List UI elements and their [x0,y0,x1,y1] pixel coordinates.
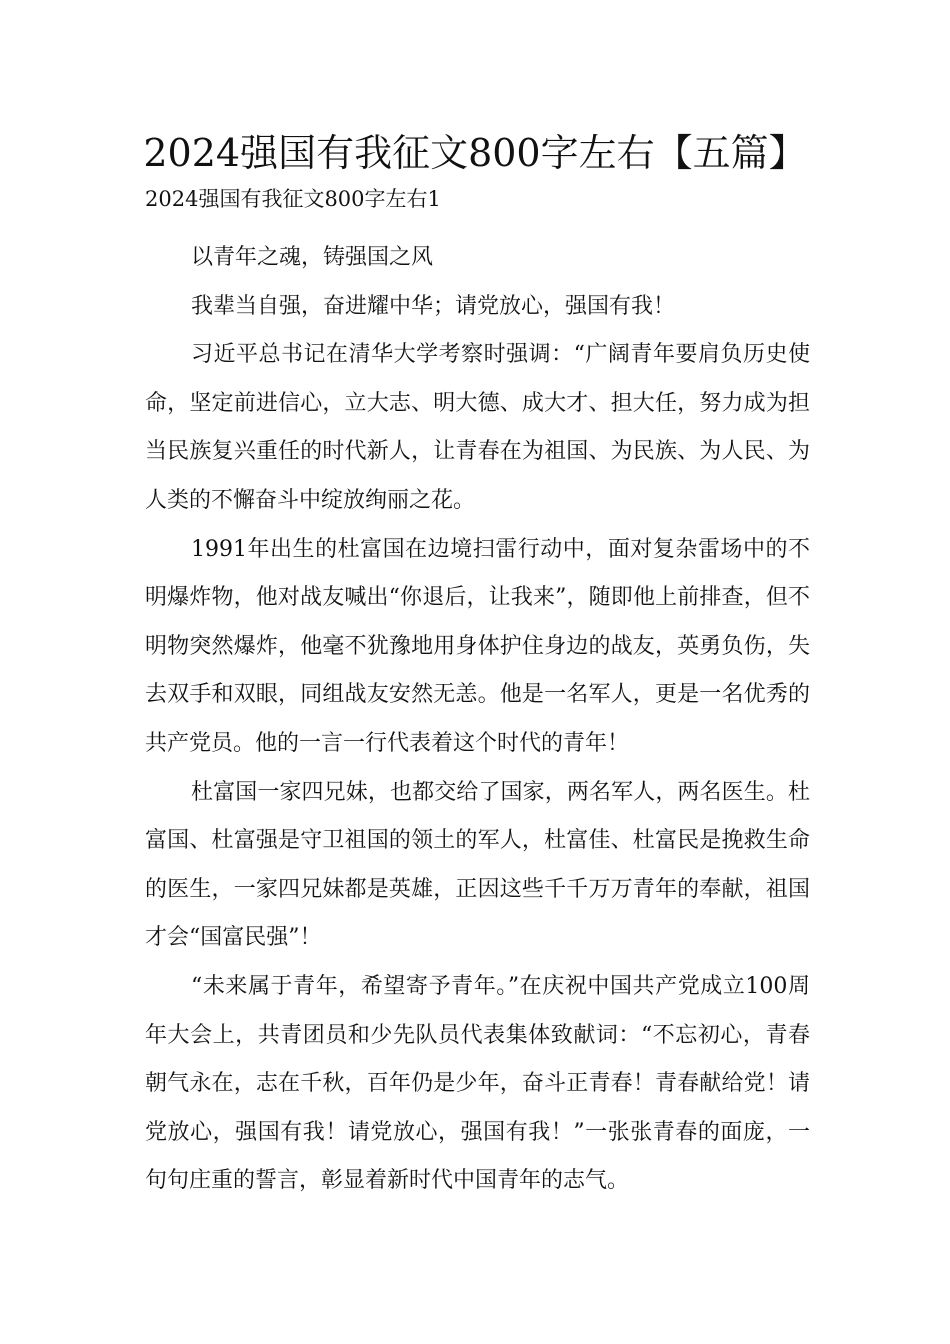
document-title: 2024强国有我征文800字左右【五篇】 [143,131,807,175]
section-heading: 2024强国有我征文800字左右1 [145,187,441,211]
paragraph-family: 杜富国一家四兄妹，也都交给了国家，两名军人，两名医生。杜富国、杜富强是守卫祖国的领土的军人，杜富佳、杜富民是挽救生命的医生，一家四兄妹都是英雄，正因这些千千万万青年的奉献，祖国才会“国富民强”！ [145,779,810,951]
paragraph-du-fuguo: 1991年出生的杜富国在边境扫雷行动中，面对复杂雷场中的不明爆炸物，他对战友喊出“你退后，让我来”，随即他上前排查，但不明物突然爆炸，他毫不犹豫地用身体护住身边的战友，英勇负伤，失去双手和双眼，同组战友安然无恙。他是一名军人，更是一名优秀的共产党员。他的一言一行代表着这个时代的青年！ [145,536,810,756]
document-body [145,234,810,1206]
paragraph-centenary: “未来属于青年，希望寄予青年。”在庆祝中国共产党成立100周年大会上，共青团员和少先队员代表集体致献词：“不忘初心，青春朝气永在，志在千秋，百年仍是少年，奋斗正青春！青春献给党！请党放心，强国有我！请党放心，强国有我！”一张张青春的面庞，一句句庄重的誓言，彰显着新时代中国青年的志气。 [145,973,810,1194]
paragraph-subtitle: 以青年之魂，铸强国之风 [191,245,434,270]
paragraph-slogan: 我辈当自强，奋进耀中华；请党放心，强国有我！ [191,293,676,319]
paragraph-quote: 习近平总书记在清华大学考察时强调：“广阔青年要肩负历史使命，坚定前进信心，立大志、明大德、成大才、担大任，努力成为担当民族复兴重任的时代新人，让青春在为祖国、为民族、为人民、为人类的不懈奋斗中绽放绚丽之花。 [145,342,810,513]
